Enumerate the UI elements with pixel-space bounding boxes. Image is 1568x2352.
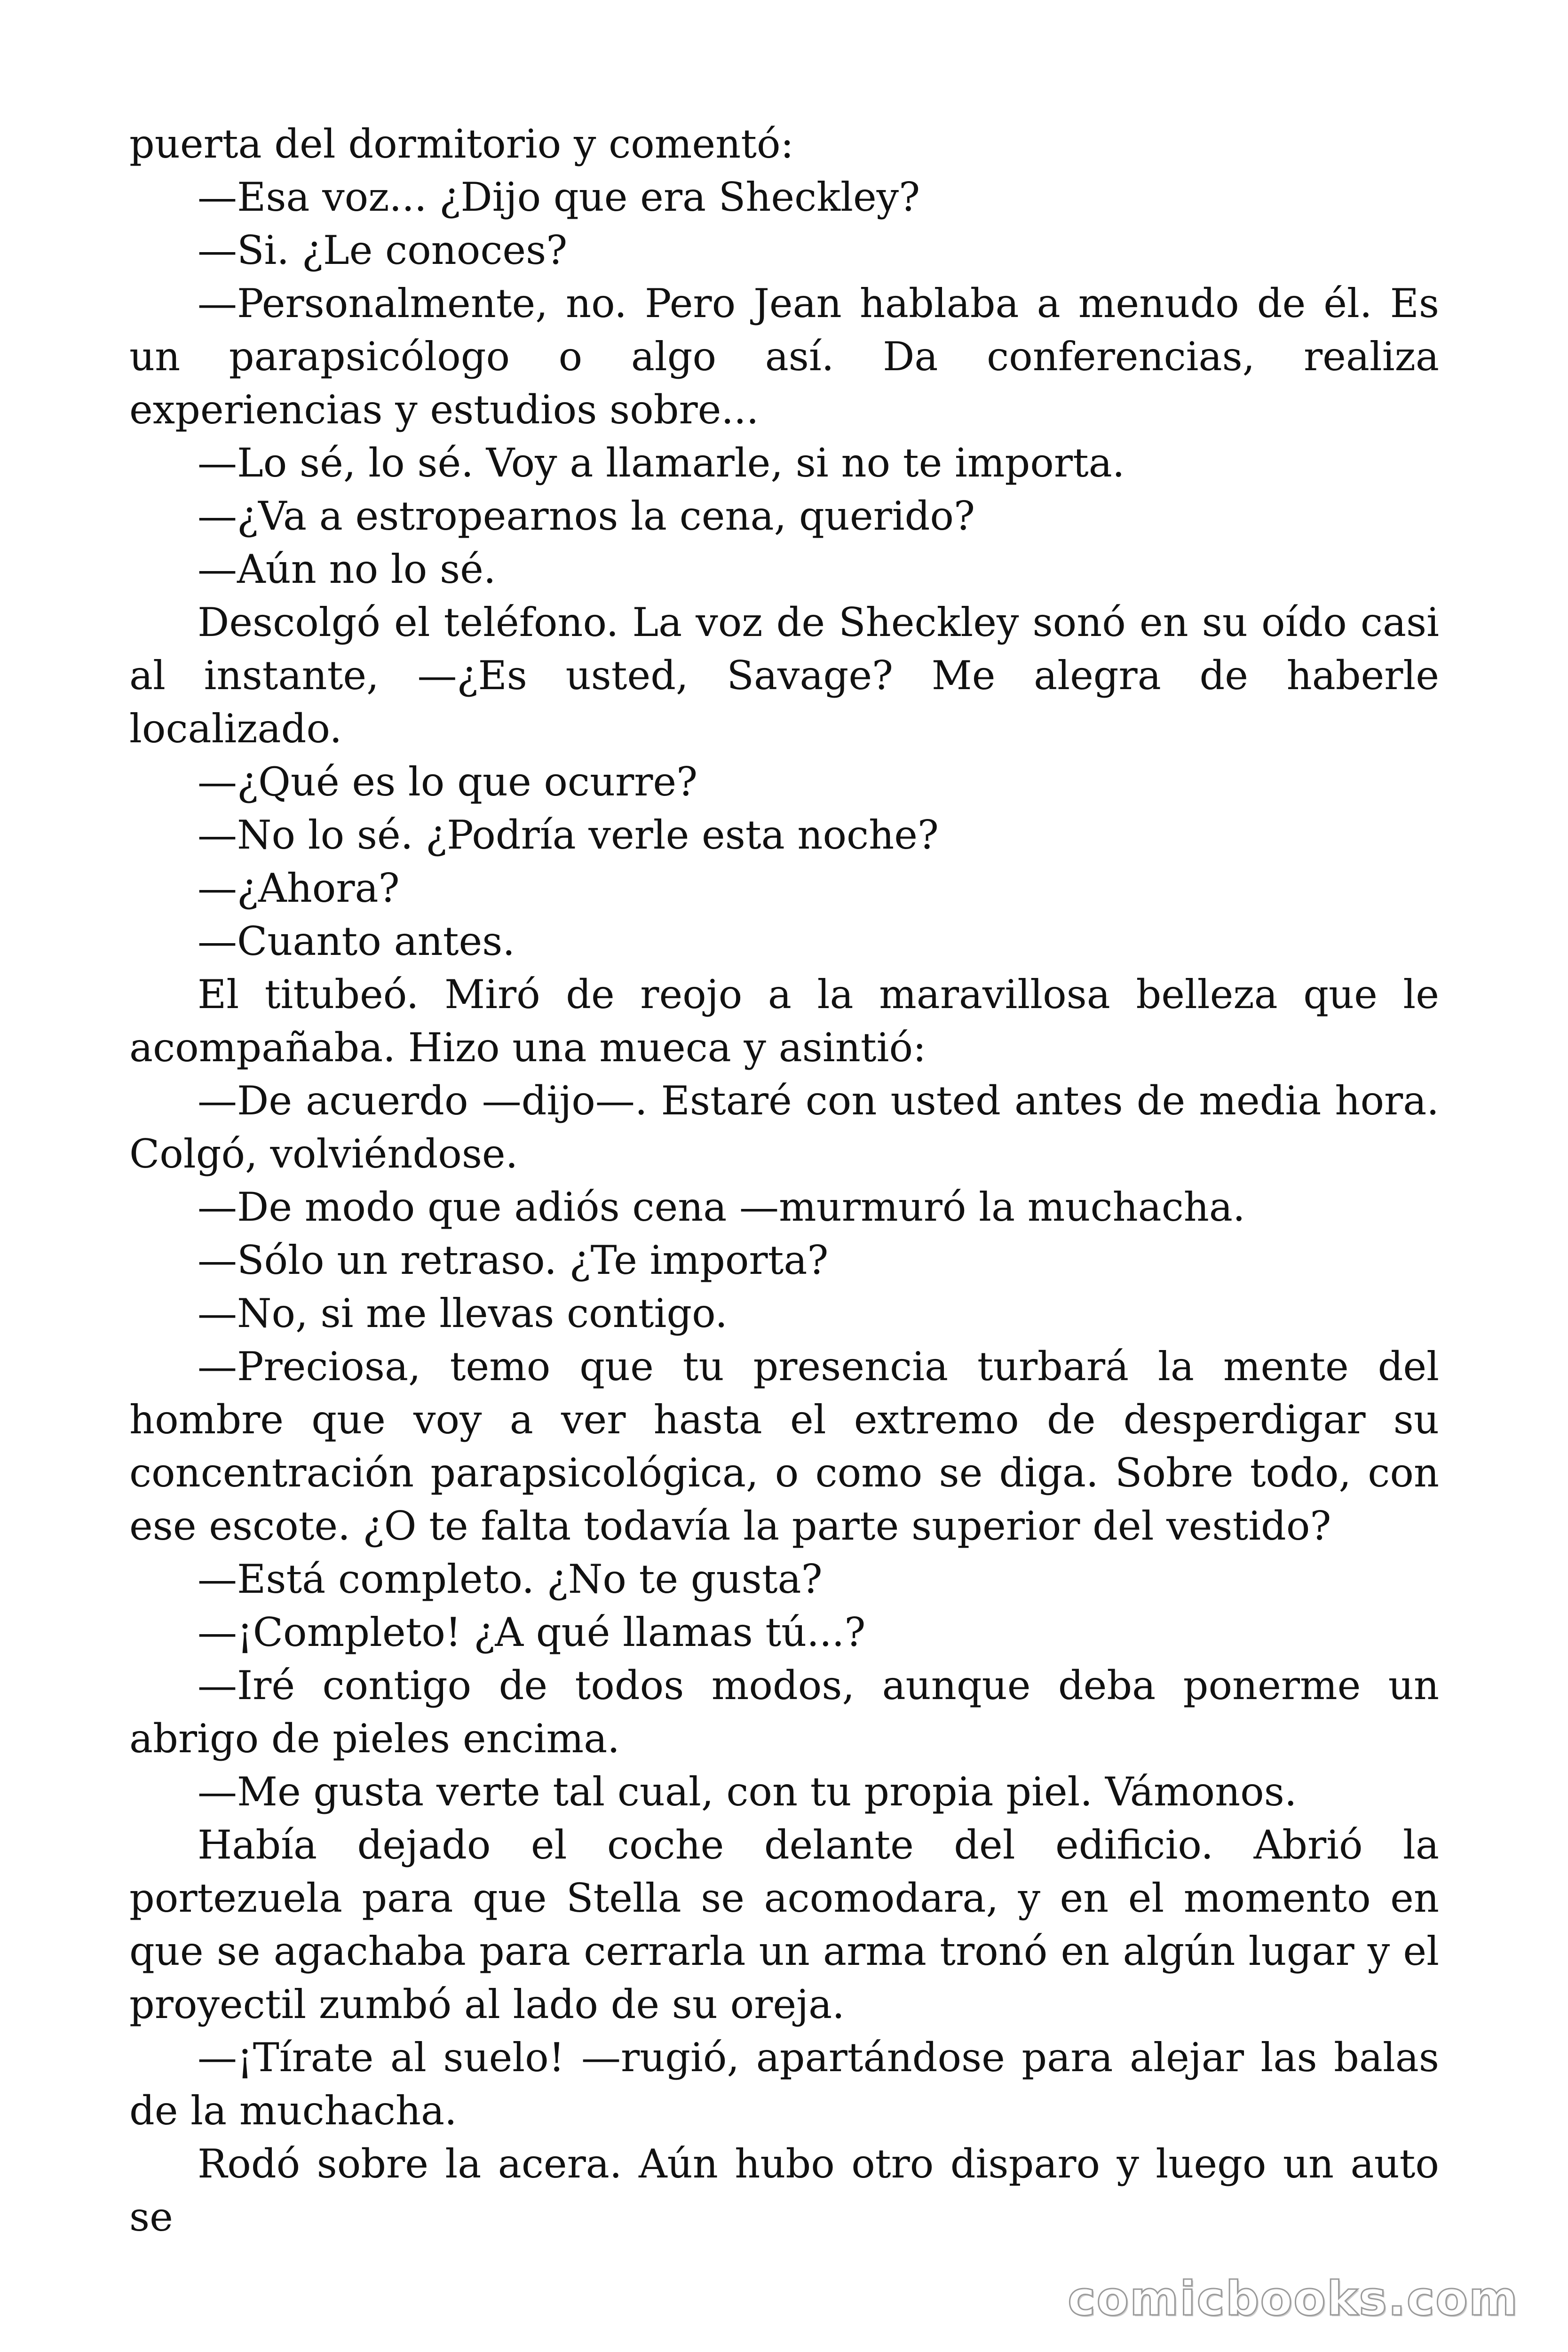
paragraph: Había dejado el coche delante del edificio. Abrió la portezuela para que Stella se acomodara, y en el momento en que se agachaba para cerrarla un arma tronó en algún lugar y el proyectil zumbó al lado de su oreja.: [129, 1822, 1439, 2027]
paragraph: —De acuerdo —dijo—. Estaré con usted antes de media hora. Colgó, volviéndose.: [129, 1078, 1439, 1177]
paragraph: —¡Completo! ¿A qué llamas tú...?: [198, 1609, 866, 1655]
paragraph: —Esa voz... ¿Dijo que era Sheckley?: [198, 174, 920, 220]
paragraph: Rodó sobre la acera. Aún hubo otro disparo y luego un auto se: [129, 2141, 1439, 2240]
paragraph: —Preciosa, temo que tu presencia turbará la mente del hombre que voy a ver hasta el extremo de desperdigar su concentración parapsicológica, o como se diga. Sobre todo, con ese escote. ¿O te falta todavía la parte superior del vestido?: [129, 1343, 1439, 1549]
book-page-text: [129, 118, 1439, 2244]
paragraph: —¿Va a estropearnos la cena, querido?: [198, 493, 975, 539]
paragraph: —Aún no lo sé.: [198, 546, 496, 592]
paragraph: —¿Qué es lo que ocurre?: [198, 759, 698, 805]
paragraph: —Iré contigo de todos modos, aunque deba ponerme un abrigo de pieles encima.: [129, 1662, 1439, 1762]
paragraph: puerta del dormitorio y comentó:: [129, 121, 794, 167]
paragraph: —¿Ahora?: [198, 865, 400, 911]
paragraph: —No, si me llevas contigo.: [198, 1290, 728, 1336]
watermark-logo: comicbooks.com: [1068, 2271, 1519, 2326]
paragraph: —Sólo un retraso. ¿Te importa?: [198, 1237, 829, 1283]
paragraph: —No lo sé. ¿Podría verle esta noche?: [198, 812, 939, 858]
paragraph: —¡Tírate al suelo! —rugió, apartándose para alejar las balas de la muchacha.: [129, 2034, 1439, 2134]
paragraph: —Está completo. ¿No te gusta?: [198, 1556, 823, 1602]
paragraph: El titubeó. Miró de reojo a la maravillosa belleza que le acompañaba. Hizo una mueca y asintió:: [129, 971, 1439, 1071]
paragraph: —Si. ¿Le conoces?: [198, 227, 568, 273]
paragraph: —Cuanto antes.: [198, 918, 515, 964]
paragraph: —Me gusta verte tal cual, con tu propia piel. Vámonos.: [198, 1769, 1297, 1815]
paragraph: —Personalmente, no. Pero Jean hablaba a menudo de él. Es un parapsicólogo o algo así. Da conferencias, realiza experiencias y estudios sobre...: [129, 280, 1439, 433]
paragraph: —De modo que adiós cena —murmuró la muchacha.: [198, 1184, 1245, 1230]
paragraph: Descolgó el teléfono. La voz de Sheckley sonó en su oído casi al instante, —¿Es usted, Savage? Me alegra de haberle localizado.: [129, 599, 1439, 752]
paragraph: —Lo sé, lo sé. Voy a llamarle, si no te importa.: [198, 440, 1125, 486]
